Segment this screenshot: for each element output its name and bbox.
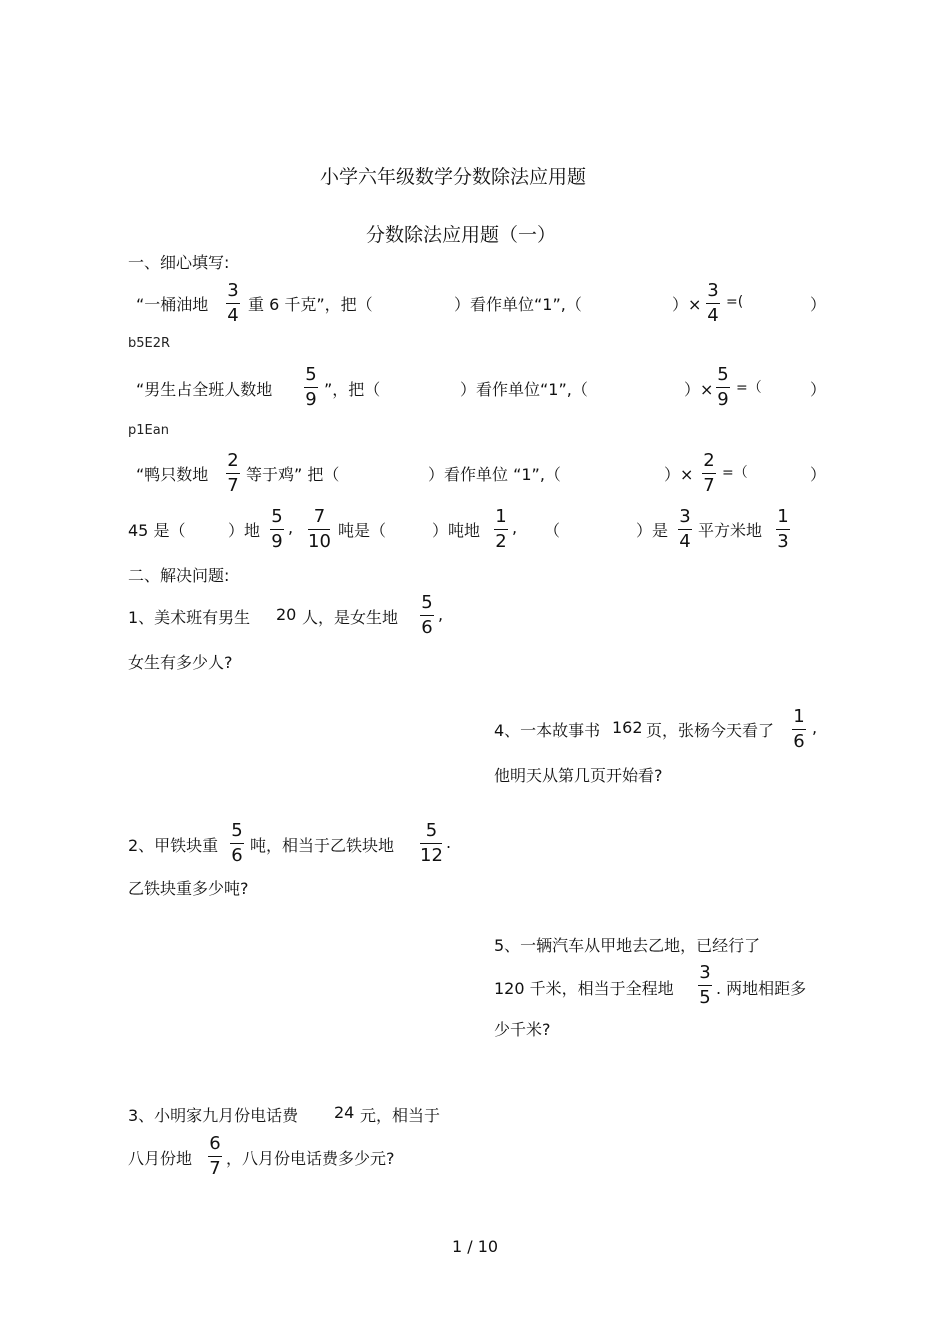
q4-text-g: 平方米地	[698, 521, 763, 540]
fraction-denominator: 9	[717, 389, 729, 410]
part1-heading: 一、细心填写:	[128, 253, 230, 272]
page-title: 小学六年级数学分数除法应用题	[320, 166, 587, 188]
problem3-line1: 3、小明家九月份电话费	[128, 1106, 299, 1125]
problem3-fraction	[208, 1133, 222, 1180]
q3-fraction-2	[702, 450, 716, 497]
fraction-numerator: 3	[707, 280, 719, 301]
problem2-fraction-2	[420, 820, 443, 867]
fraction-numerator: 2	[227, 450, 239, 471]
fraction-denominator: 4	[227, 305, 239, 326]
q2-text-e: =（	[736, 380, 762, 396]
fraction-numerator: 2	[703, 450, 715, 471]
q4-fraction-3	[494, 506, 508, 553]
q4-text-a: 45 是（	[128, 521, 186, 540]
problem3-line1b: 元，相当于	[360, 1106, 441, 1125]
q2-fraction	[304, 364, 318, 411]
problem1-line1b: 人，是女生地	[302, 608, 399, 627]
fraction-denominator: 6	[421, 617, 433, 638]
problem4-line1b: 页，张杨今天看了	[646, 721, 775, 740]
fraction-numerator: 5	[271, 506, 283, 527]
q2-fraction-2	[716, 364, 730, 411]
problem5-line2b: . 两地相距多	[716, 979, 807, 998]
problem5-line3: 少千米?	[494, 1020, 551, 1039]
fraction-denominator: 5	[699, 987, 711, 1008]
q4-comma-2: ,	[512, 518, 518, 537]
section-title: 分数除法应用题（一）	[366, 224, 557, 246]
problem1-line1: 1、美术班有男生	[128, 608, 251, 627]
q2-text-f: ）	[810, 380, 827, 399]
problem1-fraction	[420, 592, 434, 639]
problem4-line1: 4、一本故事书	[494, 721, 601, 740]
fraction-numerator: 5	[305, 364, 317, 385]
q1-text-c: ）看作单位“1”,（	[454, 295, 582, 314]
problem2-fraction-1	[230, 820, 244, 867]
fraction-numerator: 3	[227, 280, 239, 301]
q1-text-f: ）	[810, 295, 827, 314]
problem1-tail: ,	[438, 605, 444, 624]
problem5-line2a: 120 千米，相当于全程地	[494, 979, 674, 998]
problem2-tail: .	[446, 833, 452, 852]
q3-text-e: =（	[722, 465, 748, 481]
q2-text-b: ”，把（	[324, 380, 381, 399]
fraction-numerator: 7	[313, 506, 326, 527]
problem3-line2b: ，八月份电话费多少元?	[226, 1149, 395, 1168]
q2-text-d: ）×	[684, 380, 714, 399]
q4-fraction-1	[270, 506, 284, 553]
fraction-denominator: 4	[679, 531, 691, 552]
q3-text-d: ）×	[664, 465, 694, 484]
fraction-numerator: 1	[777, 506, 789, 527]
q4-comma-1: ,	[288, 518, 294, 537]
fraction-numerator: 1	[495, 506, 507, 527]
q1-text-a: “一桶油地	[136, 295, 209, 314]
q4-text-b: ）地	[228, 521, 261, 540]
q4-fraction-2	[308, 506, 331, 553]
fraction-numerator: 5	[231, 820, 243, 841]
fraction-denominator: 6	[793, 731, 805, 752]
fraction-denominator: 4	[707, 305, 719, 326]
q1-fraction	[226, 280, 240, 327]
problem1-line2: 女生有多少人?	[128, 653, 233, 672]
fraction-denominator: 7	[227, 475, 239, 496]
problem2-line1: 2、甲铁块重	[128, 836, 219, 855]
problem4-tail: ,	[812, 718, 818, 737]
q1-text-b: 重 6 千克”，把（	[248, 295, 373, 314]
fraction-denominator: 10	[308, 531, 331, 552]
q1-fraction-2	[706, 280, 720, 327]
problem4-line2: 他明天从第几页开始看?	[494, 766, 663, 785]
problem4-number: 162	[612, 718, 643, 737]
q4-text-f: ）是	[636, 521, 669, 540]
q4-fraction-4	[678, 506, 692, 553]
fraction-denominator: 9	[271, 531, 283, 552]
fraction-denominator: 3	[777, 531, 789, 552]
problem5-fraction	[698, 962, 712, 1009]
fraction-denominator: 7	[703, 475, 715, 496]
q2-code: p1Ean	[128, 423, 169, 438]
part2-heading: 二、解决问题:	[128, 566, 230, 585]
problem3-number: 24	[334, 1103, 355, 1122]
fraction-numerator: 3	[679, 506, 691, 527]
q1-text-e: =(	[726, 294, 744, 310]
fraction-numerator: 3	[699, 962, 711, 983]
q1-text-d: ）×	[672, 295, 702, 314]
page-number: 1 / 10	[452, 1237, 499, 1256]
fraction-denominator: 12	[420, 845, 443, 866]
fraction-numerator: 5	[717, 364, 729, 385]
problem5-line1: 5、一辆汽车从甲地去乙地，已经行了	[494, 936, 761, 955]
fraction-denominator: 6	[231, 845, 243, 866]
q2-text-a: “男生占全班人数地	[136, 380, 273, 399]
q4-text-d: ）吨地	[432, 521, 481, 540]
q3-text-b: 等于鸡” 把（	[246, 465, 340, 484]
fraction-denominator: 7	[209, 1158, 221, 1179]
fraction-numerator: 5	[425, 820, 438, 841]
q3-text-a: “鸭只数地	[136, 465, 209, 484]
q4-text-c: 吨是（	[338, 521, 387, 540]
q4-fraction-5	[776, 506, 790, 553]
problem2-line1b: 吨，相当于乙铁块地	[250, 836, 395, 855]
fraction-denominator: 2	[495, 531, 507, 552]
q1-code: b5E2R	[128, 336, 171, 351]
problem1-number: 20	[276, 605, 297, 624]
fraction-numerator: 5	[421, 592, 433, 613]
q2-text-c: ）看作单位“1”,（	[460, 380, 588, 399]
problem4-fraction	[792, 706, 806, 753]
problem2-line2: 乙铁块重多少吨?	[128, 879, 249, 898]
problem3-line2a: 八月份地	[128, 1149, 193, 1168]
q4-text-e: （	[544, 521, 561, 540]
q3-fraction	[226, 450, 240, 497]
q3-text-f: ）	[810, 465, 827, 484]
fraction-numerator: 6	[209, 1133, 221, 1154]
fraction-denominator: 9	[305, 389, 317, 410]
fraction-numerator: 1	[793, 706, 805, 727]
q3-text-c: ）看作单位 “1”,（	[428, 465, 561, 484]
